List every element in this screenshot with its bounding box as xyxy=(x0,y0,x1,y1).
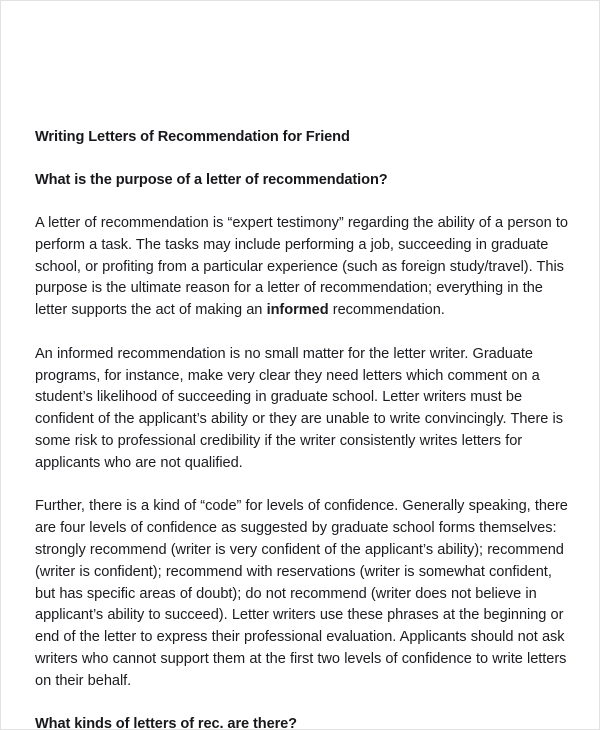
paragraph-levels-of-confidence: Further, there is a kind of “code” for levels of confidence. Generally speaking, there are four levels of confidence as suggested by graduate school forms themselves: strongly recommend (writer is very confident of the applicant’s ability); recommend (writer is confident); recommend with reservations (writer is somewhat confident, but has specific areas of doubt); do not recommend (writer does not believe in applicant’s ability to succeed). Letter writers use these phrases at the beginning or end of the letter to express their professional evaluation. Applicants should not ask writers who cannot support them at the first two levels of confidence to write letters on their behalf. xyxy=(35,498,568,689)
paragraph-informed-recommendation: An informed recommendation is no small matter for the letter writer. Graduate programs, for instance, make very clear they need letters which comment on a student’s likelihood of succeeding in graduate school. Letter writers must be confident of the applicant’s ability or they are unable to write convincingly. There is some risk to professional credibility if the writer consistently writes letters for applicants who are not qualified. xyxy=(35,345,563,471)
kinds-of-letters-heading: What kinds of letters of rec. are there? xyxy=(35,716,297,730)
document-body xyxy=(35,127,575,730)
document-title: Writing Letters of Recommendation for Friend xyxy=(35,129,350,145)
paragraph-1-text-after-emphasis: recommendation. xyxy=(328,302,445,319)
purpose-question-heading: What is the purpose of a letter of recommendation? xyxy=(35,172,388,188)
paragraph-1-text-before-emphasis: A letter of recommendation is “expert testimony” regarding the ability of a person to perform a task. The tasks may include performing a job, succeeding in graduate school, or profiting from a particular experience (such as foreign study/travel). This purpose is the ultimate reason for a letter of recommendation; everything in the letter supports the act of making an xyxy=(35,215,568,319)
paragraph-purpose-definition xyxy=(35,213,575,322)
emphasis-informed: informed xyxy=(266,302,329,319)
